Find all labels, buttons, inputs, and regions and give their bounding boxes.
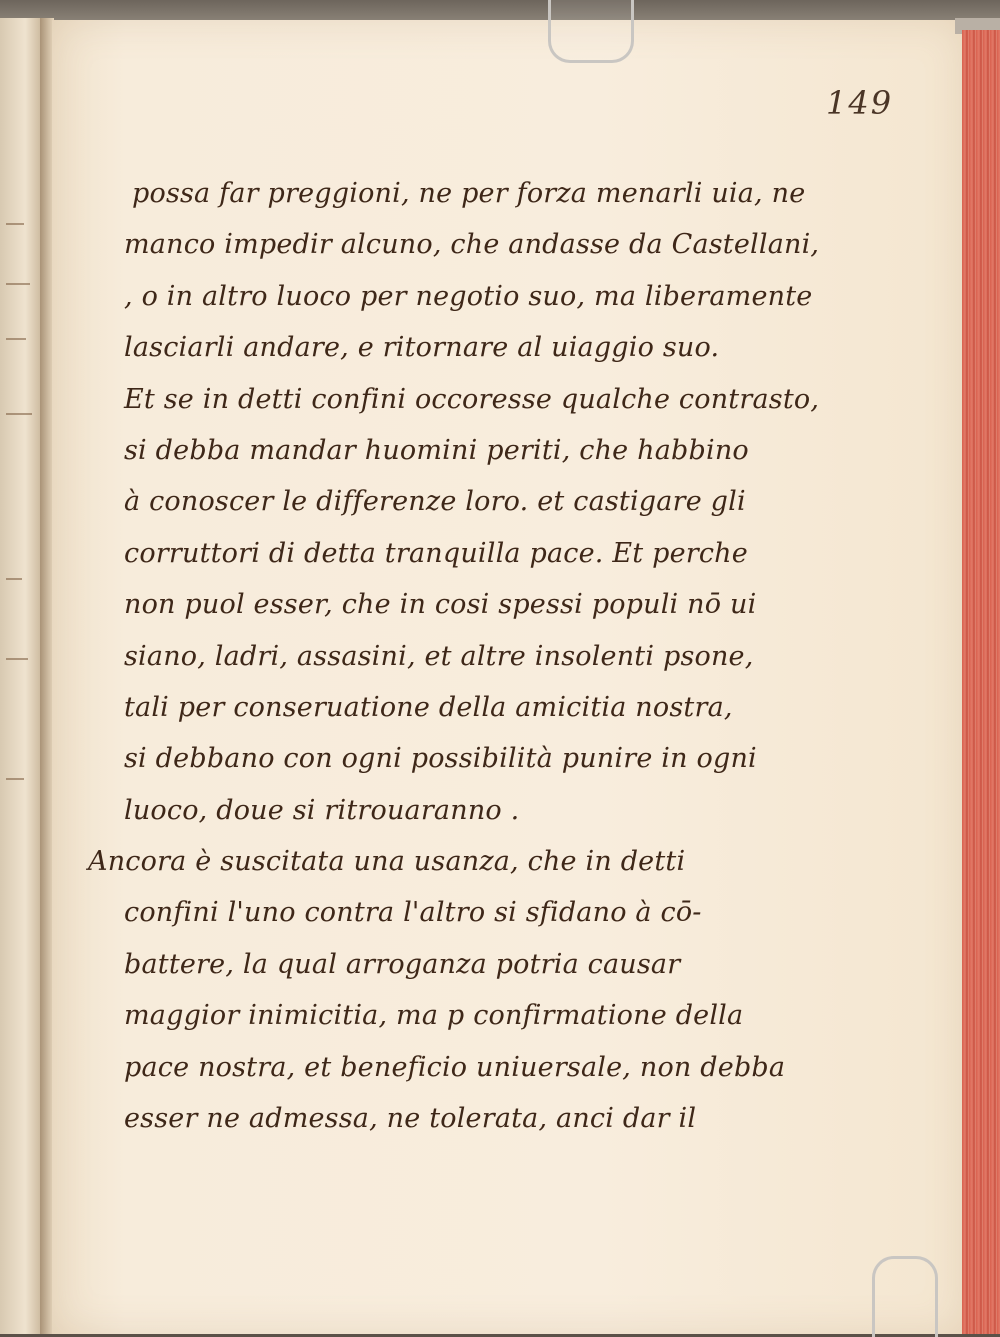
text-line: esser ne admessa, ne tolerata, anci dar il (124, 1103, 697, 1135)
ghost-ink-mark (6, 413, 32, 415)
ghost-ink-mark (6, 223, 24, 225)
ghost-ink-mark (6, 338, 26, 340)
text-line: siano, ladri, assasini, et altre insolenti psone, (124, 640, 754, 672)
previous-page-edge (0, 18, 42, 1334)
text-line: luoco, doue si ritrouaranno . (124, 794, 520, 826)
text-line: non puol esser, che in cosi spessi populi nō ui (124, 589, 757, 621)
text-line: Ancora è suscitata una usanza, che in detti (88, 846, 686, 878)
text-line: corruttori di detta tranquilla pace. Et perche (124, 537, 748, 569)
red-page-edges (962, 30, 1000, 1334)
text-line: maggior inimicitia, ma p confirmatione della (124, 1000, 744, 1032)
binding-strip (0, 0, 1000, 22)
bottom-clip (872, 1256, 938, 1337)
manuscript-text (88, 168, 820, 1144)
folio-number: 149 (826, 84, 894, 122)
text-line: si debbano con ogni possibilità punire in ogni (124, 743, 757, 775)
ghost-ink-mark (6, 778, 24, 780)
top-clip (548, 0, 634, 63)
text-line: confini l'uno contra l'altro si sfidano à cō- (124, 897, 702, 929)
ghost-ink-mark (6, 658, 28, 660)
text-line: lasciarli andare, e ritornare al uiaggio suo. (124, 332, 720, 364)
text-line: tali per conseruatione della amicitia nostra, (124, 691, 733, 723)
text-line: à conoscer le differenze loro. et castigare gli (124, 486, 746, 518)
text-line: si debba mandar huomini periti, che habbino (124, 434, 749, 466)
text-line: battere, la qual arroganza potria causar (124, 948, 681, 980)
text-line: manco impedir alcuno, che andasse da Castellani, (124, 229, 820, 261)
ghost-ink-mark (6, 578, 22, 580)
text-line: possa far preggioni, ne per forza menarli uia, ne (132, 178, 806, 209)
text-line: Et se in detti confini occoresse qualche contrasto, (124, 383, 820, 415)
text-line: , o in altro luoco per negotio suo, ma liberamente (124, 280, 813, 312)
text-line: pace nostra, et beneficio uniuersale, non debba (124, 1051, 786, 1083)
ghost-ink-mark (6, 283, 30, 285)
